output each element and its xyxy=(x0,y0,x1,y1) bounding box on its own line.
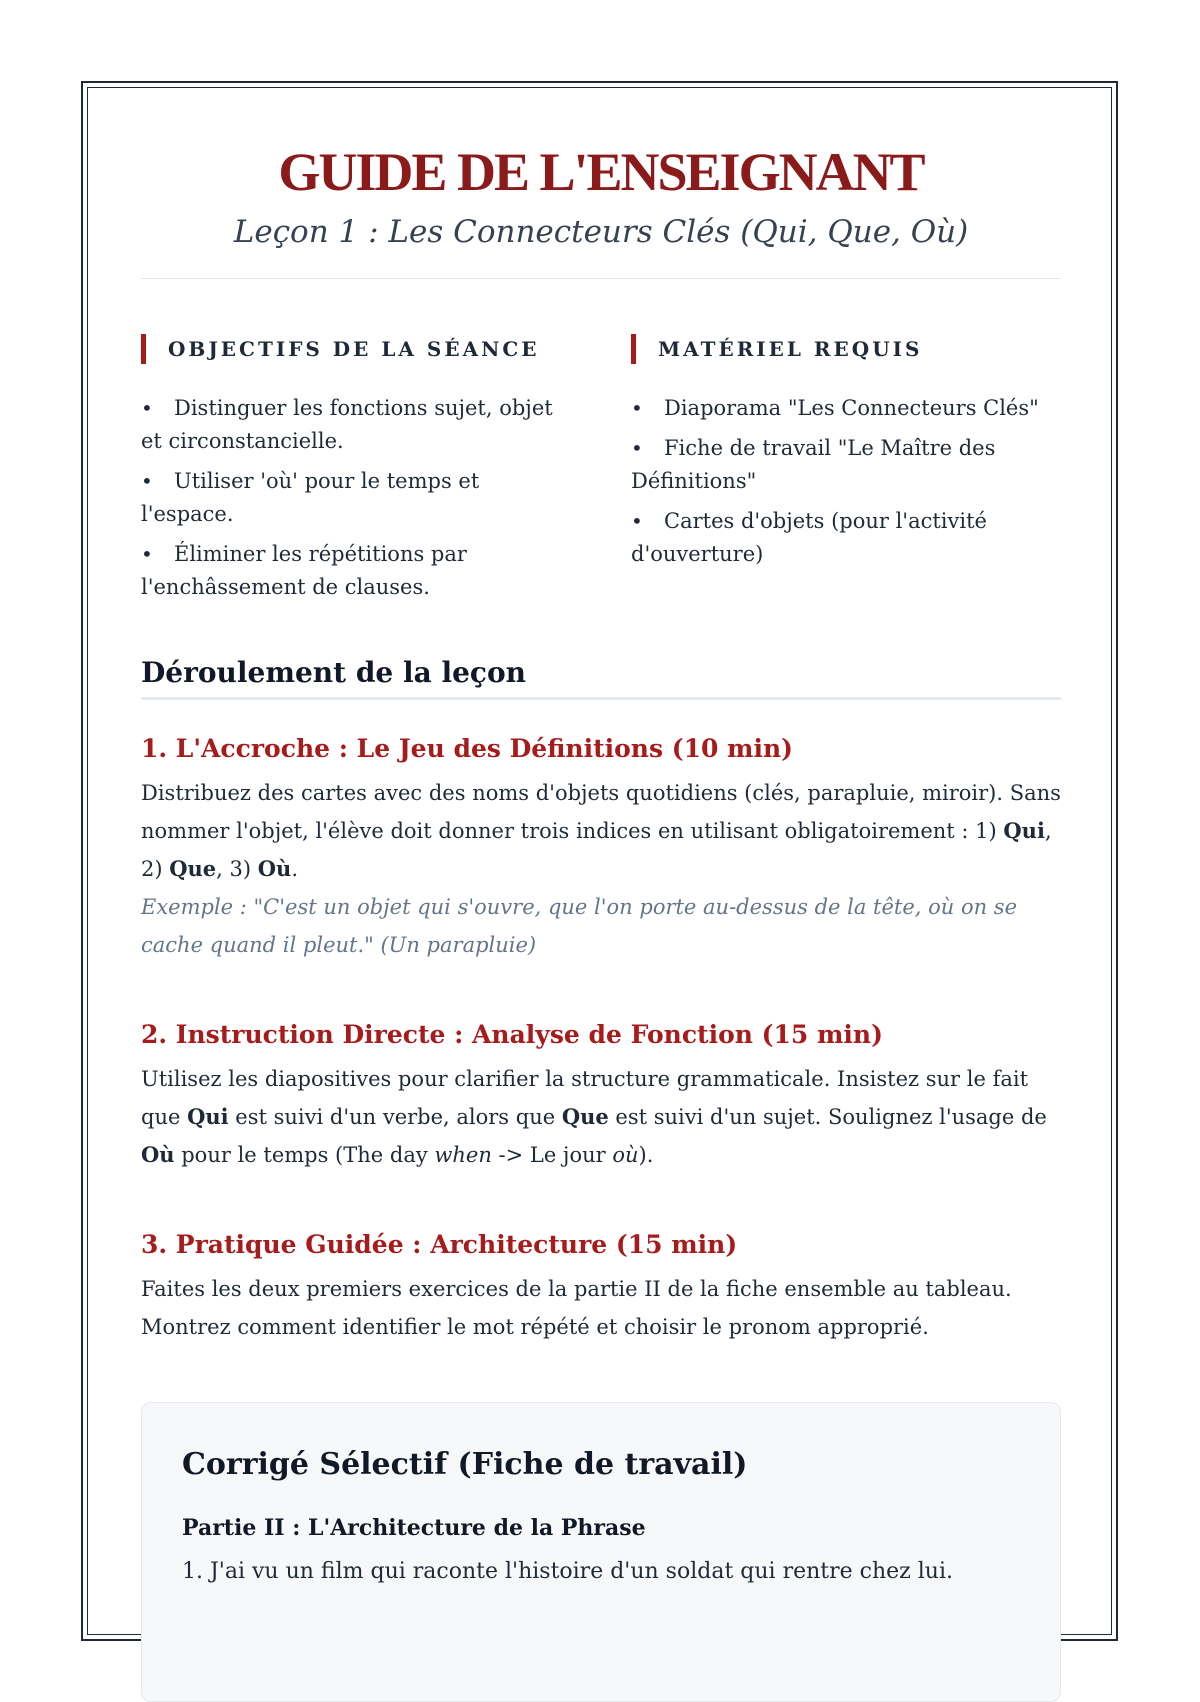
objectives-heading: OBJECTIFS DE LA SÉANCE xyxy=(141,334,571,364)
keyword-que: Que xyxy=(169,856,217,881)
list-item: • Éliminer les répétitions par l'enchâssement de clauses. xyxy=(141,538,571,604)
keyword-qui: Qui xyxy=(187,1104,229,1129)
keyword-ou: Où xyxy=(141,1142,175,1167)
step-3-title: 3. Pratique Guidée : Architecture (15 min) xyxy=(141,1230,738,1259)
keyword-ou: Où xyxy=(257,856,292,881)
overview-columns xyxy=(141,334,1061,611)
objectives-list xyxy=(141,392,571,604)
emphasis-when: when xyxy=(434,1143,492,1167)
answer-key-part-heading: Partie II : L'Architecture de la Phrase xyxy=(182,1515,646,1541)
keyword-que: Que xyxy=(561,1104,609,1129)
keyword-qui: Qui xyxy=(1003,818,1045,843)
objectives-column xyxy=(141,334,571,611)
document-body xyxy=(141,140,1061,1702)
materials-list xyxy=(631,392,1061,571)
bullet-icon: • xyxy=(141,469,153,493)
step-1-example: Exemple : "C'est un objet qui s'ouvre, que l'on porte au-dessus de la tête, où on se cache quand il pleut." (Un parapluie) xyxy=(141,895,1018,957)
list-item: • Diaporama "Les Connecteurs Clés" xyxy=(631,392,1061,425)
step-3-body: Faites les deux premiers exercices de la partie II de la fiche ensemble au tableau. Montrez comment identifier le mot répété et choisir le pronom approprié. xyxy=(141,1277,1012,1339)
answer-key-box xyxy=(141,1402,1061,1702)
page-title: GUIDE DE L'ENSEIGNANT xyxy=(278,142,924,202)
step-2-title: 2. Instruction Directe : Analyse de Fonction (15 min) xyxy=(141,1020,883,1049)
bullet-icon: • xyxy=(631,436,643,460)
lesson-heading: Déroulement de la leçon xyxy=(141,655,1061,700)
step-1-title: 1. L'Accroche : Le Jeu des Définitions (10 min) xyxy=(141,734,794,763)
bullet-icon: • xyxy=(631,396,643,420)
emphasis-ou: où xyxy=(612,1143,639,1167)
list-item: • Distinguer les fonctions sujet, objet et circonstancielle. xyxy=(141,392,571,458)
bullet-icon: • xyxy=(141,396,153,420)
answer-key-title: Corrigé Sélectif (Fiche de travail) xyxy=(182,1447,748,1482)
list-item: • Cartes d'objets (pour l'activité d'ouverture) xyxy=(631,505,1061,571)
list-item: • Utiliser 'où' pour le temps et l'espace. xyxy=(141,465,571,531)
step-2-body: Utilisez les diapositives pour clarifier la structure grammaticale. Insistez sur le fait que Qui est suivi d'un verbe, alors que Que est suivi d'un sujet. Soulignez l'usage de Où pour le temps (The day when -> Le jour où). xyxy=(141,1067,1047,1167)
list-item: • Fiche de travail "Le Maître des Définitions" xyxy=(631,432,1061,498)
answer-key-item: 1. J'ai vu un film qui raconte l'histoire d'un soldat qui rentre chez lui. xyxy=(182,1559,953,1584)
materials-heading: MATÉRIEL REQUIS xyxy=(631,334,1061,364)
page-subtitle: Leçon 1 : Les Connecteurs Clés (Qui, Que, Où) xyxy=(233,214,969,250)
bullet-icon: • xyxy=(141,542,153,566)
step-1-body: Distribuez des cartes avec des noms d'objets quotidiens (clés, parapluie, miroir). Sans nommer l'objet, l'élève doit donner trois indices en utilisant obligatoirement : 1) Qui, 2) Que, 3) Où. Exemple : "C'est un objet qui s'ouvre, que l'on porte au-dessus de la tête, où on se cache quand il pleut." (Un parapluie) xyxy=(141,781,1061,957)
title-divider xyxy=(141,278,1061,279)
materials-column xyxy=(631,334,1061,611)
bullet-icon: • xyxy=(631,509,643,533)
